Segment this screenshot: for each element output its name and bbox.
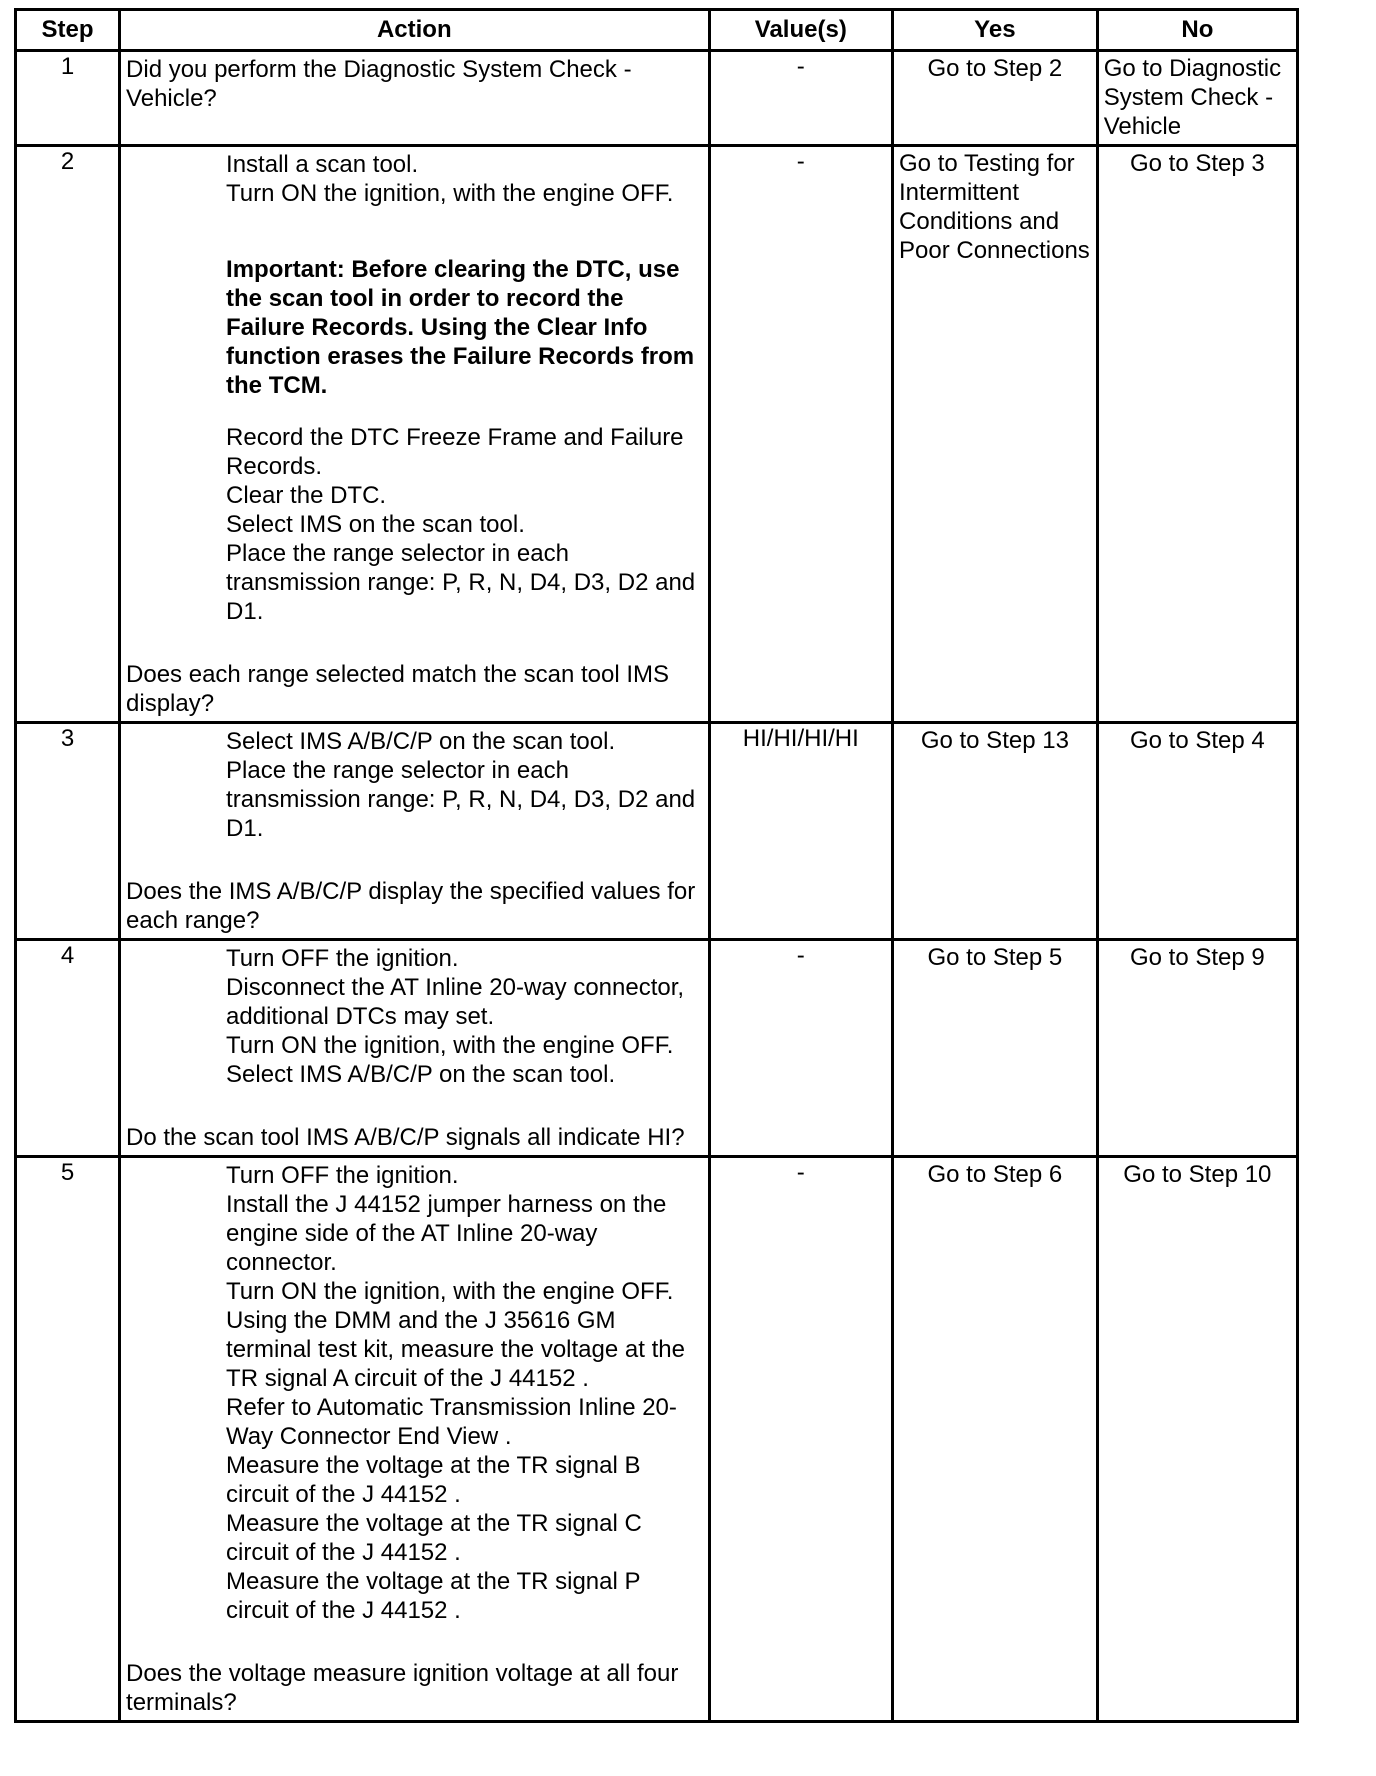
yes-link[interactable]: Go to Step 13 xyxy=(920,727,1069,754)
header-yes: Yes xyxy=(893,10,1098,51)
action-item: Place the range selector in each transmission range: P, R, N, D4, D3, D2 and D1. xyxy=(226,540,696,625)
yes-cell xyxy=(893,940,1098,1157)
action-item: Place the range selector in each transmission range: P, R, N, D4, D3, D2 and D1. xyxy=(226,757,696,842)
diagnostic-table xyxy=(14,8,1299,1723)
yes-cell xyxy=(893,1157,1098,1722)
action-cell xyxy=(120,940,710,1157)
table-row xyxy=(16,940,1298,1157)
no-cell xyxy=(1097,146,1297,723)
question-text: Does the IMS A/B/C/P display the specified values for each range? xyxy=(126,878,696,934)
action-list xyxy=(126,150,702,208)
no-link[interactable]: Go to Step 4 xyxy=(1129,727,1265,754)
header-step: Step xyxy=(16,10,120,51)
action-item: Select IMS A/B/C/P on the scan tool. xyxy=(226,1061,616,1088)
question-text: Does the voltage measure ignition voltage at all four terminals? xyxy=(126,1660,679,1716)
action-item: Install a scan tool. xyxy=(226,151,419,178)
no-link[interactable]: Go to Step 3 xyxy=(1129,150,1265,177)
value-cell: HI/HI/HI/HI xyxy=(709,723,892,940)
action-item: Turn OFF the ignition. xyxy=(226,945,459,972)
question-text: Do the scan tool IMS A/B/C/P signals all indicate HI? xyxy=(126,1124,685,1151)
action-item: Clear the DTC. xyxy=(226,482,387,509)
header-action: Action xyxy=(120,10,710,51)
important-note: Important: Before clearing the DTC, use the scan tool in order to record the Failure Records. Using the Clear Info function erases the Failure Records from the TCM. xyxy=(226,256,695,399)
action-item: Record the DTC Freeze Frame and Failure Records. xyxy=(226,424,684,480)
no-cell xyxy=(1097,1157,1297,1722)
yes-link[interactable]: Go to Step 2 xyxy=(927,55,1063,82)
action-list xyxy=(126,1161,702,1625)
action-item: Measure the voltage at the TR signal P circuit of the J 44152 . xyxy=(226,1568,641,1624)
action-item: Refer to Automatic Transmission Inline 20-Way Connector End View . xyxy=(226,1394,677,1450)
yes-link[interactable]: Go to Testing for Intermittent Conditions and Poor Connections xyxy=(899,150,1090,264)
yes-cell xyxy=(893,146,1098,723)
question-text: Does each range selected match the scan tool IMS display? xyxy=(126,661,669,717)
action-cell xyxy=(120,1157,710,1722)
header-row xyxy=(16,10,1298,51)
table-row xyxy=(16,146,1298,723)
step-number: 4 xyxy=(16,940,120,1157)
action-cell xyxy=(120,51,710,146)
yes-link[interactable]: Go to Step 5 xyxy=(927,944,1063,971)
action-item: Disconnect the AT Inline 20-way connector, additional DTCs may set. xyxy=(226,974,685,1030)
no-link[interactable]: Go to Diagnostic System Check - Vehicle xyxy=(1103,55,1282,140)
no-cell xyxy=(1097,723,1297,940)
table-row xyxy=(16,723,1298,940)
value-cell: - xyxy=(709,1157,892,1722)
value-cell: - xyxy=(709,146,892,723)
no-cell xyxy=(1097,51,1297,146)
yes-cell xyxy=(893,51,1098,146)
action-cell xyxy=(120,723,710,940)
no-link[interactable]: Go to Step 9 xyxy=(1129,944,1265,971)
action-list xyxy=(126,727,702,843)
step-number: 5 xyxy=(16,1157,120,1722)
step-number: 3 xyxy=(16,723,120,940)
no-link[interactable]: Go to Step 10 xyxy=(1123,1161,1272,1188)
value-cell: - xyxy=(709,51,892,146)
action-item: Select IMS on the scan tool. xyxy=(226,511,525,538)
value-cell: - xyxy=(709,940,892,1157)
action-item: Turn ON the ignition, with the engine OFF. xyxy=(226,180,674,207)
header-values: Value(s) xyxy=(709,10,892,51)
action-list xyxy=(126,944,702,1089)
action-item: Using the DMM and the J 35616 GM terminal test kit, measure the voltage at the TR signal A circuit of the J 44152 . xyxy=(226,1307,685,1392)
table-row xyxy=(16,1157,1298,1722)
action-item: Turn OFF the ignition. xyxy=(226,1162,459,1189)
header-no: No xyxy=(1097,10,1297,51)
action-item: Turn ON the ignition, with the engine OFF. xyxy=(226,1032,674,1059)
action-item: Install the J 44152 jumper harness on the engine side of the AT Inline 20-way connector. xyxy=(226,1191,667,1276)
yes-link[interactable]: Go to Step 6 xyxy=(927,1161,1063,1188)
action-item: Select IMS A/B/C/P on the scan tool. xyxy=(226,728,616,755)
step-number: 2 xyxy=(16,146,120,723)
step-number: 1 xyxy=(16,51,120,146)
action-item: Measure the voltage at the TR signal C circuit of the J 44152 . xyxy=(226,1510,642,1566)
action-list xyxy=(126,423,702,626)
action-item: Measure the voltage at the TR signal B circuit of the J 44152 . xyxy=(226,1452,641,1508)
action-cell xyxy=(120,146,710,723)
table-row xyxy=(16,51,1298,146)
question-text: Did you perform the Diagnostic System Check - Vehicle? xyxy=(126,56,632,112)
no-cell xyxy=(1097,940,1297,1157)
yes-cell xyxy=(893,723,1098,940)
action-item: Turn ON the ignition, with the engine OFF. xyxy=(226,1278,674,1305)
